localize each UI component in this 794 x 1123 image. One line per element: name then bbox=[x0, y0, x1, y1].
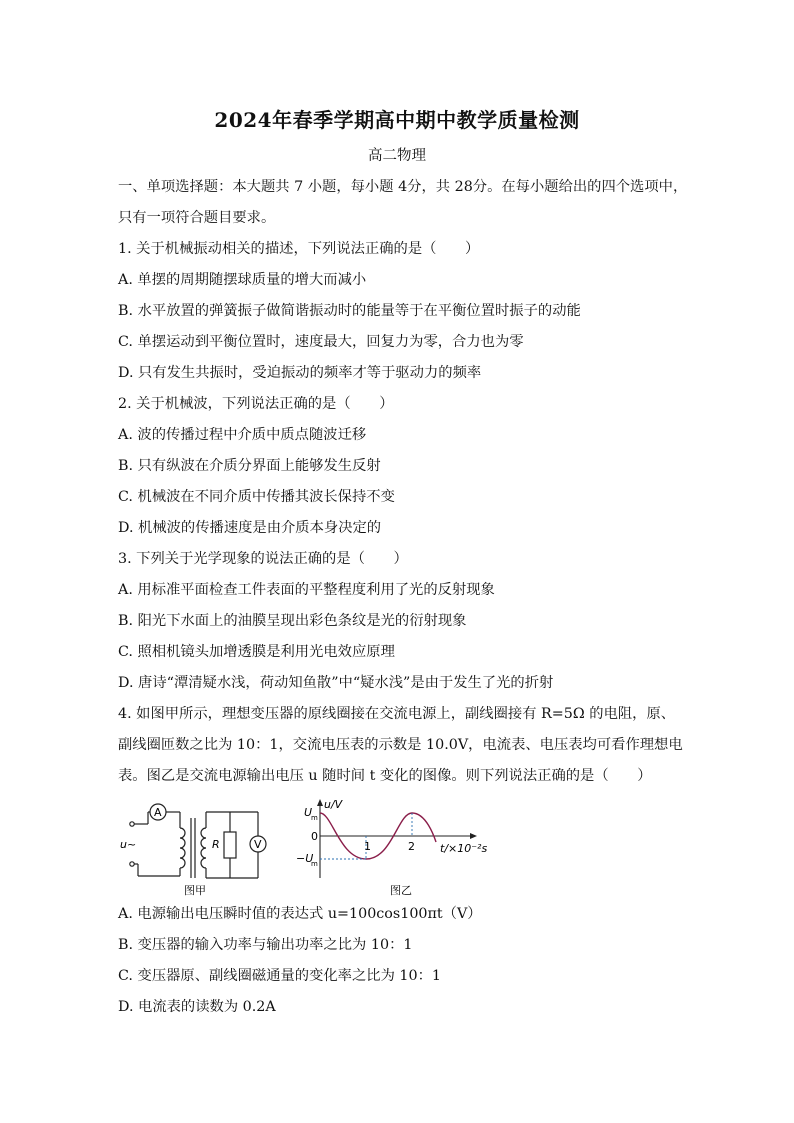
section-instructions-line-2: 只有一项符合题目要求。 bbox=[118, 210, 276, 226]
y-axis-arrow-icon bbox=[317, 799, 323, 806]
question-4-option-b: B. 变压器的输入功率与输出功率之比为 10：1 bbox=[118, 937, 413, 953]
source-label: u~ bbox=[120, 838, 137, 851]
tick-2-label: 2 bbox=[408, 840, 415, 853]
figure-a-circuit bbox=[130, 804, 266, 878]
secondary-coil-icon bbox=[201, 828, 206, 868]
resistor-icon bbox=[224, 832, 236, 858]
figure-a-caption: 图甲 bbox=[184, 884, 206, 897]
question-2-stem: 2. 关于机械波，下列说法正确的是（ ） bbox=[118, 396, 394, 412]
question-2-option-a: A. 波的传播过程中介质中质点随波迁移 bbox=[118, 427, 367, 443]
question-4-option-d: D. 电流表的读数为 0.2A bbox=[118, 999, 276, 1015]
question-4-stem-line-2: 副线圈匝数之比为 10：1，交流电压表的示数是 10.0V，电流表、电压表均可看作理想电 bbox=[118, 737, 683, 753]
question-1-option-d: D. 只有发生共振时，受迫振动的频率才等于驱动力的频率 bbox=[118, 365, 482, 381]
figure-b-caption: 图乙 bbox=[390, 884, 412, 897]
question-3-stem: 3. 下列关于光学现象的说法正确的是（ ） bbox=[118, 551, 408, 567]
um-negative-subscript: m bbox=[311, 860, 318, 868]
question-1-stem: 1. 关于机械振动相关的描述，下列说法正确的是（ ） bbox=[118, 241, 480, 257]
exam-subject: 高二物理 bbox=[368, 148, 426, 164]
voltmeter-label: V bbox=[254, 838, 262, 851]
question-4-option-c: C. 变压器原、副线圈磁通量的变化率之比为 10：1 bbox=[118, 968, 441, 984]
question-3-option-b: B. 阳光下水面上的油膜呈现出彩色条纹是光的衍射现象 bbox=[118, 613, 467, 629]
y-axis-label: u/V bbox=[324, 798, 343, 811]
question-1-option-c: C. 单摆运动到平衡位置时，速度最大，回复力为零，合力也为零 bbox=[118, 334, 524, 350]
question-4-option-a: A. 电源输出电压瞬时值的表达式 u=100cos100πt（V） bbox=[118, 906, 482, 922]
um-positive-subscript: m bbox=[311, 814, 318, 822]
origin-label: 0 bbox=[311, 830, 318, 843]
x-axis-arrow-icon bbox=[470, 833, 477, 839]
question-2-option-b: B. 只有纵波在介质分界面上能够发生反射 bbox=[118, 458, 381, 474]
x-axis-label: t/×10⁻²s bbox=[440, 842, 488, 855]
resistor-label: R bbox=[212, 838, 220, 851]
question-4-figures bbox=[118, 798, 508, 898]
question-4-stem-line-3: 表。图乙是交流电源输出电压 u 随时间 t 变化的图像。则下列说法正确的是（ ） bbox=[118, 768, 652, 784]
section-instructions-line-1: 一、单项选择题：本大题共 7 小题，每小题 4分，共 28分。在每小题给出的四个选项中， bbox=[118, 179, 688, 195]
question-2-option-d: D. 机械波的传播速度是由介质本身决定的 bbox=[118, 520, 382, 536]
um-negative-label: −U bbox=[296, 852, 314, 865]
question-3-option-c: C. 照相机镜头加增透膜是利用光电效应原理 bbox=[118, 644, 395, 660]
tick-1-label: 1 bbox=[364, 840, 371, 853]
primary-coil-icon bbox=[180, 828, 185, 868]
ammeter-label: A bbox=[154, 806, 162, 819]
terminal-top bbox=[130, 822, 134, 826]
question-3-option-a: A. 用标准平面检查工件表面的平整程度利用了光的反射现象 bbox=[118, 582, 495, 598]
question-1-option-a: A. 单摆的周期随摆球质量的增大而减小 bbox=[118, 272, 367, 288]
question-4-stem-line-1: 4. 如图甲所示，理想变压器的原线圈接在交流电源上，副线圈接有 R=5Ω 的电阻，原、 bbox=[118, 706, 676, 722]
question-3-option-d: D. 唐诗“潭清疑水浅，荷动知鱼散”中“疑水浅”是由于发生了光的折射 bbox=[118, 675, 554, 691]
um-positive-label: U bbox=[304, 806, 313, 819]
exam-title: 2024年春季学期高中期中教学质量检测 bbox=[214, 108, 580, 132]
figures-svg bbox=[118, 798, 508, 898]
terminal-bottom bbox=[130, 862, 134, 866]
question-1-option-b: B. 水平放置的弹簧振子做简谐振动时的能量等于在平衡位置时振子的动能 bbox=[118, 303, 581, 319]
question-2-option-c: C. 机械波在不同介质中传播其波长保持不变 bbox=[118, 489, 395, 505]
